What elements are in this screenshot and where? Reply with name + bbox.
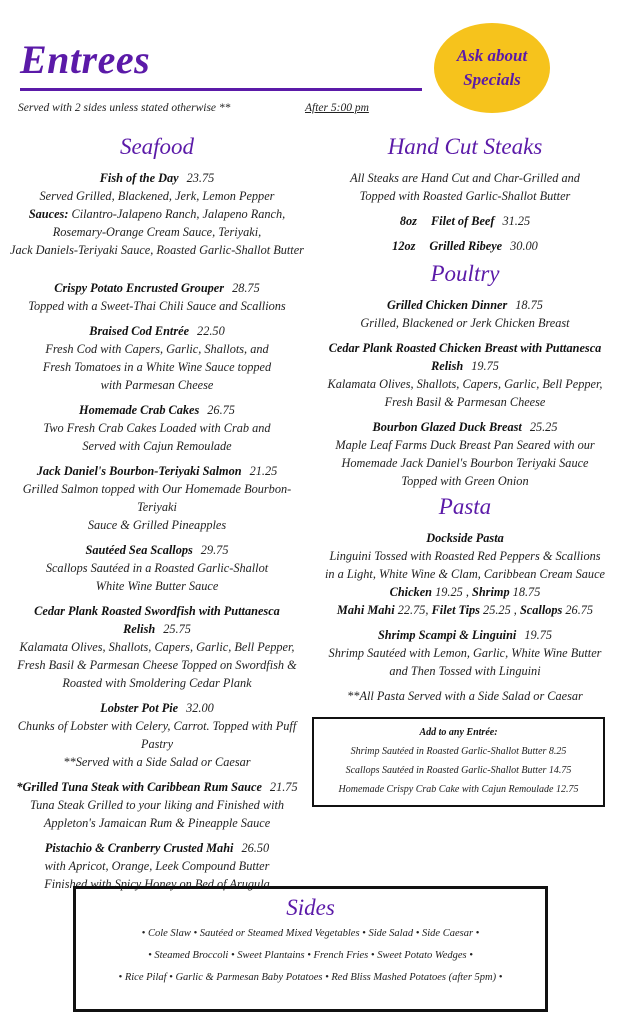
desc-line: White Wine Butter Sauce (95, 579, 219, 593)
desc-line: **Served with a Side Salad or Caesar (63, 755, 251, 769)
item-name: Homemade Crab Cakes (79, 403, 200, 417)
add-ons-heading: Add to any Entrée: (419, 727, 498, 738)
page-title: Entrees (20, 37, 151, 82)
option-price: 19.25 , (435, 585, 469, 599)
add-ons-box (312, 717, 605, 807)
desc-line: Fresh Basil & Parmesan Cheese Topped on Swordfish & (17, 658, 297, 672)
item-price: 25.25 (529, 420, 558, 434)
steak-size: 8oz (399, 214, 417, 228)
item-price: 30.00 (510, 239, 538, 253)
seafood-list (6, 169, 308, 893)
sauce-line (6, 205, 308, 223)
desc-line: Grilled, Blackened or Jerk Chicken Breast (360, 316, 570, 330)
item-header (6, 839, 308, 857)
specials-line2: Specials (463, 70, 521, 89)
item-price: 21.25 (249, 464, 278, 478)
option-name: Scallops (519, 603, 563, 617)
item-price: 31.25 (502, 214, 531, 228)
item-name: Bourbon Glazed Duck Breast (372, 420, 522, 434)
desc-line: Homemade Jack Daniel's Bourbon Teriyaki Sauce (341, 456, 589, 470)
item-header (6, 322, 308, 340)
desc-line: Roasted with Smoldering Cedar Plank (62, 676, 252, 690)
menu-item-shrimp-scampi (318, 626, 612, 680)
desc-line: Fresh Tomatoes in a White Wine Sauce topped (42, 360, 272, 374)
desc-line: All Steaks are Hand Cut and Char-Grilled and (350, 171, 580, 185)
item-name: Braised Cod Entrée (89, 324, 190, 338)
sauces-label: Sauces: (28, 207, 69, 221)
steak-size: 12oz (392, 239, 416, 253)
sides-box (73, 886, 548, 1012)
item-name: Pistachio & Cranberry Crusted Mahi (44, 841, 234, 855)
item-name: Jack Daniel's Bourbon-Teriyaki Salmon (36, 464, 242, 478)
menu-item (6, 279, 308, 315)
item-header (6, 169, 308, 187)
desc-line: Fresh Basil & Parmesan Cheese (384, 395, 546, 409)
item-header (6, 778, 308, 796)
item-name: Shrimp Scampi & Linguini (377, 628, 517, 642)
sauce-line (6, 223, 308, 241)
section-heading-seafood: Seafood (119, 134, 195, 159)
desc-line: Topped with Green Onion (401, 474, 529, 488)
desc-line: Chunks of Lobster with Celery, Carrot. Topped with Puff Pastry (17, 719, 297, 751)
sauce-text: Rosemary-Orange Cream Sauce, Teriyaki, (52, 225, 262, 239)
item-header (6, 699, 308, 717)
option-price: 26.75 (565, 603, 594, 617)
option-price: 25.25 , (483, 603, 517, 617)
option-name: Shrimp (472, 585, 510, 599)
menu-item (318, 296, 612, 332)
add-on-item: Scallops Sautéed in Roasted Garlic-Shallot Butter 14.75 (345, 765, 572, 776)
sauce-text: Jack Daniels-Teriyaki Sauce, Roasted Garlic-Shallot Butter (10, 243, 304, 257)
menu-item (318, 339, 612, 411)
steak-item (318, 237, 612, 255)
item-header (6, 462, 308, 480)
item-name: Crispy Potato Encrusted Grouper (54, 281, 225, 295)
add-on-item: Shrimp Sautéed in Roasted Garlic-Shallot Butter 8.25 (350, 746, 567, 757)
item-header (6, 279, 308, 297)
section-heading-poultry: Poultry (430, 261, 500, 286)
item-name: Cedar Plank Roasted Swordfish with Puttanesca Relish (34, 604, 280, 636)
desc-line: Appleton's Jamaican Rum & Pineapple Sauce (43, 816, 271, 830)
option-price: 18.75 (512, 585, 541, 599)
poultry-list (318, 296, 612, 490)
menu-item (6, 839, 308, 893)
desc-line: Finished with Spicy Honey on Bed of Arugula (44, 877, 270, 891)
item-price: 19.75 (524, 628, 553, 642)
item-header (318, 418, 612, 436)
section-heading-sides: Sides (286, 895, 335, 920)
item-name: Sautéed Sea Scallops (85, 543, 193, 557)
item-price: 23.75 (186, 171, 215, 185)
desc-line: Served with Cajun Remoulade (82, 439, 232, 453)
item-price: 19.75 (471, 359, 499, 373)
menu-item (318, 418, 612, 490)
sauce-line (6, 241, 308, 259)
item-name: Fish of the Day (99, 171, 179, 185)
item-name: *Grilled Tuna Steak with Caribbean Rum Sauce (16, 780, 262, 794)
item-price: 22.50 (197, 324, 225, 338)
section-heading-pasta: Pasta (438, 494, 492, 519)
option-name: Filet Tips (431, 603, 480, 617)
item-name: Grilled Ribeye (429, 239, 503, 253)
desc-line: Linguini Tossed with Roasted Red Peppers & Scallions (329, 549, 601, 563)
item-name: Filet of Beef (430, 214, 495, 228)
desc-line: Grilled Salmon topped with Our Homemade Bourbon-Teriyaki (22, 482, 292, 514)
pasta-options-line (318, 583, 612, 601)
steak-item (318, 212, 612, 230)
pasta-options-line (318, 601, 612, 619)
seafood-column (6, 132, 308, 893)
menu-item (6, 541, 308, 595)
desc-line: and Then Tossed with Linguini (389, 664, 541, 678)
desc-line: Fresh Cod with Capers, Garlic, Shallots, and (45, 342, 269, 356)
desc-line: with Apricot, Orange, Leek Compound Butter (44, 859, 270, 873)
specials-badge (434, 23, 550, 113)
desc-line: Served Grilled, Blackened, Jerk, Lemon Pepper (39, 189, 275, 203)
item-price: 26.75 (207, 403, 235, 417)
item-header (318, 296, 612, 314)
desc-line: Maple Leaf Farms Duck Breast Pan Seared with our (335, 438, 595, 452)
desc-line: Kalamata Olives, Shallots, Capers, Garlic, Bell Pepper, (327, 377, 603, 391)
desc-line: with Parmesan Cheese (100, 378, 214, 392)
item-header (318, 339, 612, 375)
desc-line: Tuna Steak Grilled to your liking and Finished with (29, 798, 285, 812)
desc-line: Kalamata Olives, Shallots, Capers, Garlic, Bell Pepper, (19, 640, 295, 654)
item-price: 28.75 (232, 281, 260, 295)
add-on-item: Homemade Crispy Crab Cake with Cajun Remoulade 12.75 (338, 784, 579, 795)
after-time: After 5:00 pm (305, 102, 369, 114)
desc-line: Scallops Sautéed in a Roasted Garlic-Shallot (45, 561, 269, 575)
sides-line: • Cole Slaw • Sautéed or Steamed Mixed Vegetables • Side Salad • Side Caesar • (141, 928, 480, 939)
item-header (6, 602, 308, 638)
item-header (6, 401, 308, 419)
item-price: 21.75 (269, 780, 298, 794)
menu-item (6, 322, 308, 394)
item-price: 25.75 (163, 622, 191, 636)
menu-item-dockside-pasta (318, 529, 612, 619)
item-name: Dockside Pasta (426, 531, 504, 545)
desc-line: Shrimp Sautéed with Lemon, Garlic, White Wine Butter (328, 646, 602, 660)
section-heading-steaks: Hand Cut Steaks (387, 134, 543, 159)
specials-line1: Ask about (456, 46, 528, 65)
item-price: 26.50 (241, 841, 270, 855)
item-price: 29.75 (200, 543, 229, 557)
item-header (6, 541, 308, 559)
desc-line: in a Light, White Wine & Clam, Caribbean Cream Sauce (325, 567, 605, 581)
option-name: Mahi Mahi (336, 603, 395, 617)
item-price: 18.75 (515, 298, 543, 312)
option-price: 22.75, (397, 603, 429, 617)
served-note: Served with 2 sides unless stated otherwise ** (18, 102, 231, 114)
menu-item (6, 401, 308, 455)
desc-line: Topped with Roasted Garlic-Shallot Butter (359, 189, 571, 203)
menu-item (6, 699, 308, 771)
option-name: Chicken (389, 585, 433, 599)
desc-line: Two Fresh Crab Cakes Loaded with Crab and (43, 421, 271, 435)
right-column (318, 132, 612, 807)
desc-line: Topped with a Sweet-Thai Chili Sauce and Scallions (28, 299, 286, 313)
item-price: 32.00 (186, 701, 214, 715)
pasta-note: **All Pasta Served with a Side Salad or Caesar (347, 689, 583, 703)
menu-item (6, 602, 308, 692)
sides-line: • Rice Pilaf • Garlic & Parmesan Baby Potatoes • Red Bliss Mashed Potatoes (after 5pm) • (118, 972, 503, 983)
item-name: Cedar Plank Roasted Chicken Breast with Puttanesca Relish (328, 341, 602, 373)
steaks-desc (318, 169, 612, 205)
menu-item (6, 778, 308, 832)
sauce-text: Cilantro-Jalapeno Ranch, Jalapeno Ranch, (71, 207, 286, 221)
title-underline (20, 88, 422, 91)
item-name: Lobster Pot Pie (100, 701, 179, 715)
menu-item (6, 462, 308, 534)
item-name: Grilled Chicken Dinner (387, 298, 508, 312)
desc-line: Sauce & Grilled Pineapples (87, 518, 227, 532)
sides-line: • Steamed Broccoli • Sweet Plantains • French Fries • Sweet Potato Wedges • (148, 950, 473, 961)
menu-item (6, 169, 308, 259)
